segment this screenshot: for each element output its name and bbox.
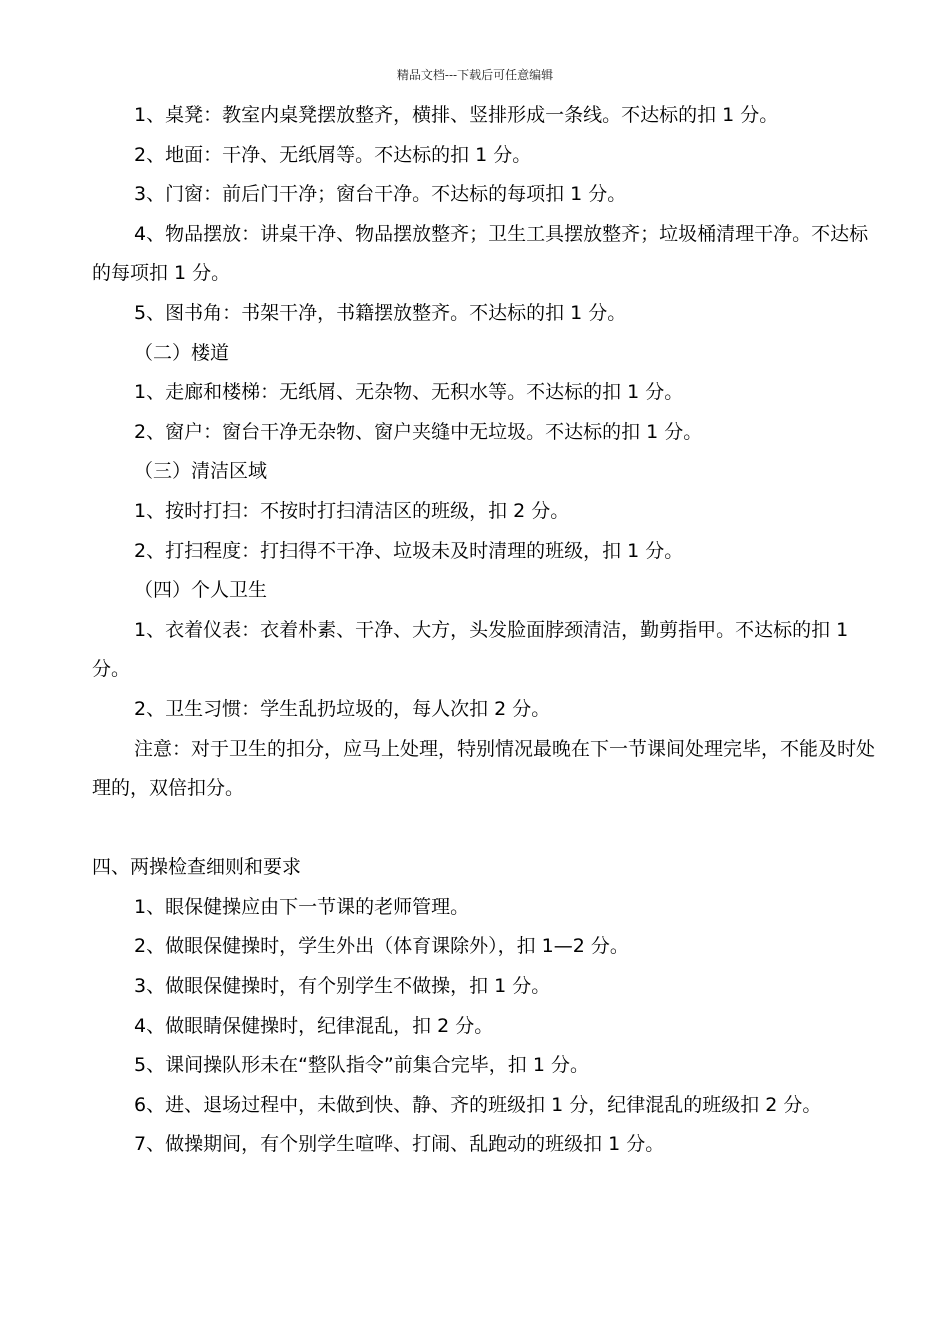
paragraph: 1、走廊和楼梯：无纸屑、无杂物、无积水等。不达标的扣 1 分。	[134, 381, 684, 404]
page-header: 精品文档---下载后可任意编辑	[396, 68, 554, 82]
paragraph: 4、物品摆放：讲桌干净、物品摆放整齐；卫生工具摆放整齐；垃圾桶清理干净。不达标的每项扣 1 分。	[92, 222, 869, 285]
subsection-heading: （二）楼道	[134, 341, 230, 364]
spacer	[92, 809, 882, 849]
section-heading: 四、两操检查细则和要求	[92, 856, 302, 879]
paragraph: 4、做眼睛保健操时，纪律混乱，扣 2 分。	[134, 1014, 494, 1037]
paragraph: 2、地面：干净、无纸屑等。不达标的扣 1 分。	[134, 143, 532, 166]
document-body	[92, 96, 882, 1165]
paragraph: 1、按时打扫：不按时打扫清洁区的班级，扣 2 分。	[134, 499, 570, 522]
paragraph: 1、衣着仪表：衣着朴素、干净、大方，头发脸面脖颈清洁，勤剪指甲。不达标的扣 1 分。	[92, 618, 849, 681]
paragraph: 2、卫生习惯：学生乱扔垃圾的，每人次扣 2 分。	[134, 697, 551, 720]
paragraph: 7、做操期间，有个别学生喧哗、打闹、乱跑动的班级扣 1 分。	[134, 1133, 665, 1156]
paragraph: 3、做眼保健操时，有个别学生不做操，扣 1 分。	[134, 975, 551, 998]
paragraph: 1、眼保健操应由下一节课的老师管理。	[134, 895, 470, 918]
paragraph: 5、课间操队形未在“整队指令”前集合完毕，扣 1 分。	[134, 1054, 589, 1077]
paragraph: 2、窗户：窗台干净无杂物、窗户夹缝中无垃圾。不达标的扣 1 分。	[134, 420, 703, 443]
note-paragraph: 注意：对于卫生的扣分，应马上处理，特别情况最晚在下一节课间处理完毕，不能及时处理的，双倍扣分。	[92, 737, 876, 800]
paragraph: 2、打扫程度：打扫得不干净、垃圾未及时清理的班级，扣 1 分。	[134, 539, 684, 562]
paragraph: 3、门窗：前后门干净；窗台干净。不达标的每项扣 1 分。	[134, 183, 627, 206]
subsection-heading: （四）个人卫生	[134, 579, 268, 602]
subsection-heading: （三）清洁区域	[134, 460, 268, 483]
paragraph: 2、做眼保健操时，学生外出（体育课除外），扣 1—2 分。	[134, 935, 629, 958]
paragraph: 5、图书角：书架干净，书籍摆放整齐。不达标的扣 1 分。	[134, 301, 627, 324]
paragraph: 6、进、退场过程中，未做到快、静、齐的班级扣 1 分，纪律混乱的班级扣 2 分。	[134, 1093, 822, 1116]
paragraph: 1、桌凳：教室内桌凳摆放整齐，横排、竖排形成一条线。不达标的扣 1 分。	[134, 104, 779, 126]
